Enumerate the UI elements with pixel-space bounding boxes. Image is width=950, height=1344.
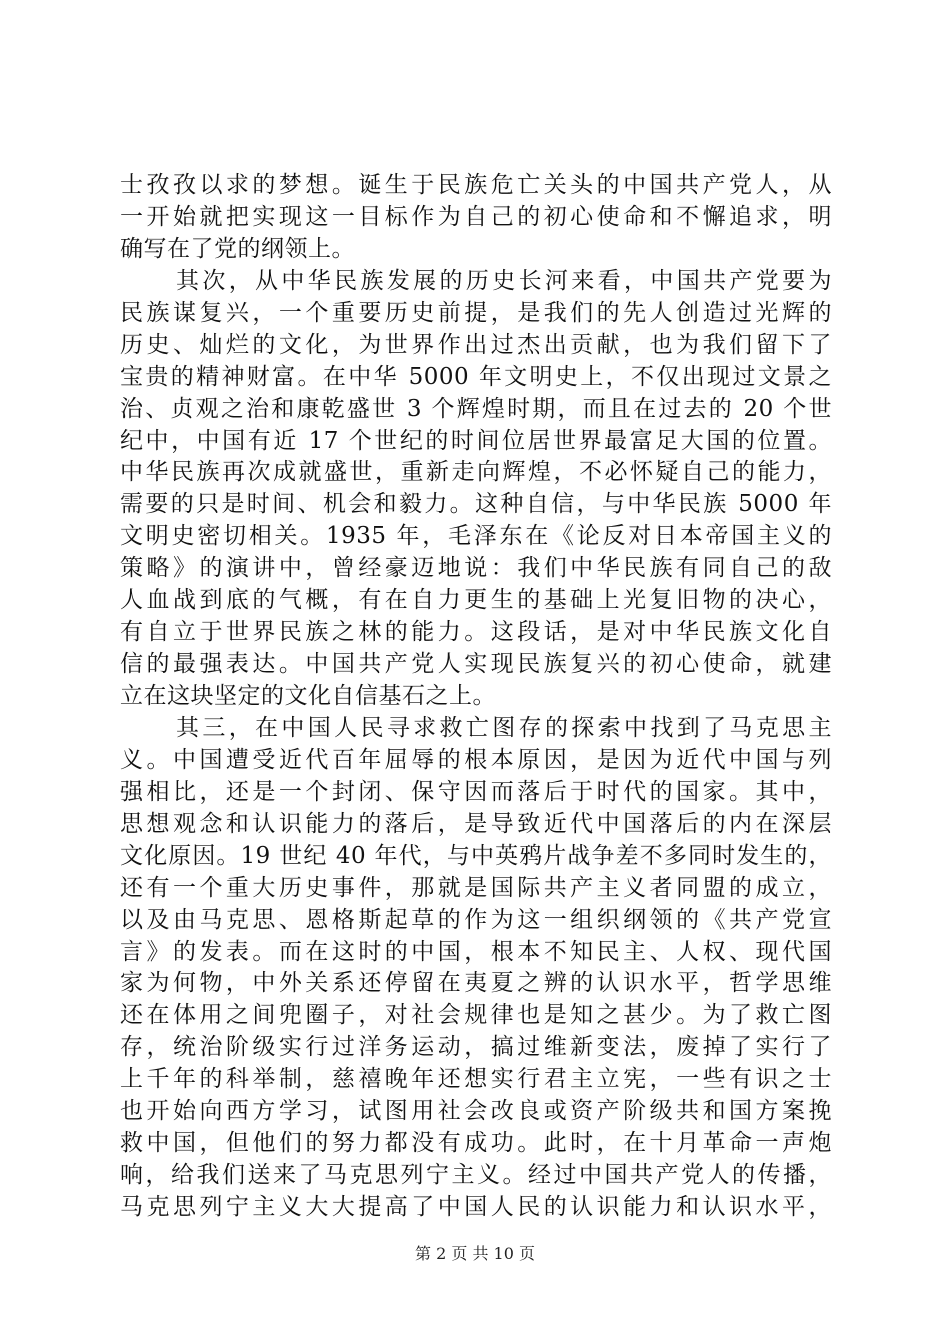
text-line: 有自立于世界民族之林的能力。这段话，是对中华民族文化自 bbox=[120, 619, 832, 646]
text-line: 历史、灿烂的文化，为世界作出过杰出贡献，也为我们留下了 bbox=[120, 331, 832, 358]
text-line: 还有一个重大历史事件，那就是国际共产主义者同盟的成立， bbox=[120, 874, 832, 901]
text-line: 宝贵的精神财富。在中华 5000 年文明史上，不仅出现过文景之 bbox=[120, 363, 832, 390]
text-line: 救中国，但他们的努力都没有成功。此时，在十月革命一声炮 bbox=[120, 1130, 832, 1157]
text-line: 义。中国遭受近代百年屈辱的根本原因，是因为近代中国与列 bbox=[120, 746, 832, 773]
text-line: 治、贞观之治和康乾盛世 3 个辉煌时期，而且在过去的 20 个世 bbox=[120, 395, 832, 422]
text-line: 人血战到底的气概，有在自力更生的基础上光复旧物的决心， bbox=[120, 587, 832, 614]
text-line: 其三，在中国人民寻求救亡图存的探索中找到了马克思主 bbox=[176, 714, 832, 741]
text-line: 民族谋复兴，一个重要历史前提，是我们的先人创造过光辉的 bbox=[120, 299, 832, 326]
text-line: 确写在了党的纲领上。 bbox=[120, 235, 355, 262]
text-line: 强相比，还是一个封闭、保守因而落后于时代的国家。其中， bbox=[120, 778, 832, 805]
text-line: 立在这块坚定的文化自信基石之上。 bbox=[120, 683, 496, 709]
text-line: 思想观念和认识能力的落后，是导致近代中国落后的内在深层 bbox=[120, 810, 832, 837]
text-line: 响，给我们送来了马克思列宁主义。经过中国共产党人的传播， bbox=[120, 1162, 832, 1189]
paragraph bbox=[120, 266, 832, 713]
text-line: 信的最强表达。中国共产党人实现民族复兴的初心使命，就建 bbox=[120, 651, 832, 678]
text-line: 文明史密切相关。1935 年，毛泽东在《论反对日本帝国主义的 bbox=[120, 523, 832, 550]
text-line: 以及由马克思、恩格斯起草的作为这一组织纲领的《共产党宣 bbox=[120, 906, 832, 933]
text-line: 一开始就把实现这一目标作为自己的初心使命和不懈追求，明 bbox=[120, 203, 832, 230]
text-line: 士孜孜以求的梦想。诞生于民族危亡关头的中国共产党人，从 bbox=[120, 172, 832, 198]
text-line: 家为何物，中外关系还停留在夷夏之辨的认识水平，哲学思维 bbox=[120, 970, 832, 997]
text-line: 还在体用之间兜圈子，对社会规律也是知之甚少。为了救亡图 bbox=[120, 1002, 832, 1029]
text-line: 其次，从中华民族发展的历史长河来看，中国共产党要为 bbox=[176, 267, 832, 294]
text-line: 也开始向西方学习，试图用社会改良或资产阶级共和国方案挽 bbox=[120, 1098, 832, 1125]
text-line: 需要的只是时间、机会和毅力。这种自信，与中华民族 5000 年 bbox=[120, 491, 832, 518]
text-line: 言》的发表。而在这时的中国，根本不知民主、人权、现代国 bbox=[120, 938, 832, 965]
text-line: 纪中，中国有近 17 个世纪的时间位居世界最富足大国的位置。 bbox=[120, 427, 832, 454]
text-line: 存，统治阶级实行过洋务运动，搞过维新变法，废掉了实行了 bbox=[120, 1034, 832, 1061]
text-line: 文化原因。19 世纪 40 年代，与中英鸦片战争差不多同时发生的， bbox=[120, 842, 832, 869]
paragraph bbox=[120, 170, 832, 266]
paragraph bbox=[120, 713, 832, 1224]
page-footer: 第 2 页 共 10 页 bbox=[415, 1244, 535, 1263]
text-line: 策略》的演讲中，曾经豪迈地说：我们中华民族有同自己的敌 bbox=[120, 555, 832, 582]
text-line: 马克思列宁主义大大提高了中国人民的认识能力和认识水平， bbox=[120, 1194, 832, 1220]
text-line: 中华民族再次成就盛世，重新走向辉煌，不必怀疑自己的能力， bbox=[120, 459, 832, 486]
document-body bbox=[120, 170, 832, 1224]
text-line: 上千年的科举制，慈禧晚年还想实行君主立宪，一些有识之士 bbox=[120, 1066, 832, 1093]
